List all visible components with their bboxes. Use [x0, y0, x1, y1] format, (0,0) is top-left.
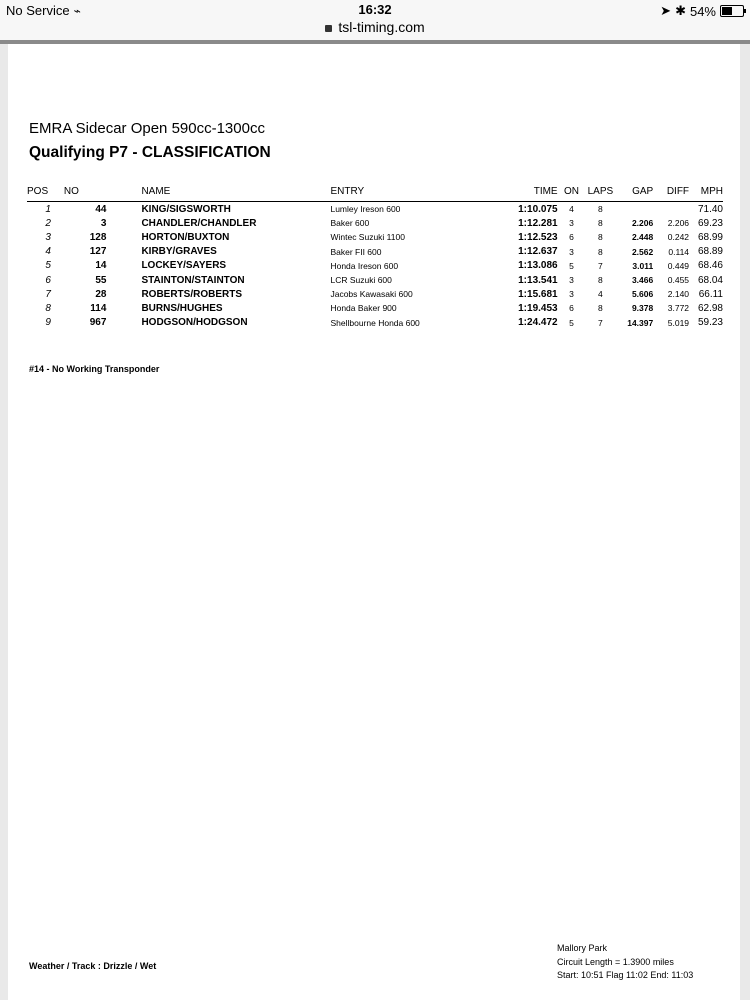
table-row: [27, 230, 723, 244]
cell-on: 5: [569, 317, 574, 328]
cell-on: 3: [569, 275, 574, 286]
cell-on: 3: [569, 218, 574, 229]
cell-mph: 71.40: [697, 203, 723, 215]
circuit-length: Circuit Length = 1.3900 miles: [557, 956, 674, 967]
cell-mph: 68.04: [697, 274, 723, 286]
cell-gap: 9.378: [631, 303, 654, 314]
cell-pos: 4: [45, 246, 51, 258]
cell-name: LOCKEY/SAYERS: [141, 260, 227, 272]
header-diff: DIFF: [653, 184, 689, 202]
cell-gap: [615, 202, 653, 217]
venue-name: Mallory Park: [557, 943, 608, 953]
cell-entry: Shellbourne Honda 600: [330, 317, 420, 328]
cell-gap: 2.206: [631, 218, 654, 229]
cell-mph: 68.46: [697, 260, 723, 272]
cell-entry: Honda Ireson 600: [330, 260, 399, 271]
cell-pos: 7: [45, 288, 51, 300]
cell-mph: 62.98: [697, 302, 723, 314]
cell-entry: Baker FII 600: [330, 246, 382, 257]
weather-info: Weather / Track : Drizzle / Wet: [29, 961, 157, 971]
cell-gap: 3.011: [632, 260, 654, 271]
cell-on: 3: [569, 246, 574, 257]
cell-diff: 0.455: [667, 275, 690, 286]
cell-time: 1:13.541: [518, 274, 558, 286]
table-row: [27, 216, 723, 230]
table-row: [27, 259, 723, 273]
cell-diff: 3.772: [667, 303, 690, 314]
cell-laps: 8: [598, 275, 603, 286]
cell-laps: 8: [598, 232, 603, 243]
cell-on: 6: [569, 303, 574, 314]
results-table: [27, 184, 723, 330]
cell-diff: 2.140: [667, 289, 690, 300]
header-no: NO: [57, 184, 142, 202]
cell-gap: 2.448: [631, 232, 654, 243]
cell-time: 1:15.681: [518, 288, 558, 300]
transponder-note: #14 - No Working Transponder: [29, 364, 160, 374]
cell-no: 14: [95, 260, 107, 272]
cell-gap: 3.466: [631, 275, 654, 286]
cell-mph: 68.99: [697, 231, 723, 243]
header-time: TIME: [502, 184, 558, 202]
cell-gap: 14.397: [627, 317, 654, 328]
battery-icon: [720, 5, 744, 17]
address-bar[interactable]: [0, 19, 750, 35]
cell-time: 1:24.472: [518, 317, 558, 329]
lock-icon: [325, 25, 332, 32]
cell-pos: 1: [45, 203, 51, 215]
cell-time: 1:10.075: [518, 203, 558, 215]
session-timing: Start: 10:51 Flag 11:02 End: 11:03: [557, 970, 694, 980]
circuit-info: [557, 942, 693, 983]
cell-diff: [653, 202, 689, 217]
cell-pos: 3: [45, 231, 51, 243]
session-title: Qualifying P7 - CLASSIFICATION: [29, 144, 271, 161]
link-icon: ⌁: [73, 4, 81, 18]
header-gap: GAP: [615, 184, 653, 202]
cell-pos: 9: [45, 317, 51, 329]
cell-no: 44: [95, 203, 107, 215]
cell-on: 5: [569, 260, 574, 271]
cell-time: 1:13.086: [518, 260, 558, 272]
cell-name: ROBERTS/ROBERTS: [141, 288, 242, 300]
cell-laps: 7: [598, 317, 603, 328]
clock: 16:32: [358, 2, 392, 17]
event-title: EMRA Sidecar Open 590cc-1300cc: [29, 120, 265, 137]
cell-mph: 66.11: [698, 288, 723, 300]
battery-fill: [722, 7, 732, 15]
cell-on: 4: [569, 204, 574, 215]
cell-gap: 5.606: [631, 289, 654, 300]
cell-no: 128: [89, 231, 107, 243]
cell-pos: 8: [45, 302, 51, 314]
cell-entry: Baker 600: [330, 218, 370, 229]
header-on: ON: [558, 184, 586, 202]
cell-time: 1:12.637: [518, 246, 558, 258]
cell-diff: 0.114: [668, 246, 690, 257]
cell-name: KING/SIGSWORTH: [141, 203, 231, 215]
bluetooth-icon: ✱: [675, 3, 686, 18]
cell-diff: 0.449: [667, 260, 690, 271]
cell-name: BURNS/HUGHES: [141, 302, 223, 314]
cell-no: 28: [95, 288, 107, 300]
header-name: NAME: [141, 184, 330, 202]
cell-no: 3: [100, 217, 107, 229]
cell-diff: 0.242: [667, 232, 690, 243]
cell-diff: 5.019: [667, 317, 690, 328]
cell-mph: 59.23: [697, 317, 723, 329]
cell-diff: 2.206: [667, 218, 690, 229]
cell-no: 114: [90, 302, 107, 314]
cell-pos: 5: [45, 260, 51, 272]
cell-no: 55: [95, 274, 107, 286]
table-row: [27, 287, 723, 301]
header-laps: LAPS: [585, 184, 615, 202]
document-page: [8, 44, 740, 1000]
table-header: [27, 184, 723, 202]
cell-entry: Wintec Suzuki 1100: [330, 232, 405, 243]
table-row: [27, 245, 723, 259]
cell-time: 1:12.281: [518, 217, 558, 229]
cell-pos: 6: [45, 274, 51, 286]
cell-name: CHANDLER/CHANDLER: [141, 217, 257, 229]
cell-name: KIRBY/GRAVES: [141, 246, 217, 258]
table-row: [27, 273, 723, 287]
cell-laps: 8: [598, 218, 603, 229]
table-row: [27, 202, 723, 217]
cell-mph: 68.89: [697, 246, 723, 258]
system-indicators: [660, 3, 744, 19]
url-text[interactable]: tsl-timing.com: [338, 19, 425, 35]
cell-entry: Honda Baker 900: [330, 303, 397, 314]
cell-entry: Lumley Ireson 600: [330, 204, 401, 215]
cell-on: 3: [569, 289, 574, 300]
cell-no: 127: [89, 246, 107, 258]
cell-gap: 2.562: [631, 246, 654, 257]
cell-laps: 8: [598, 204, 603, 215]
table-row: [27, 316, 723, 330]
cell-pos: 2: [45, 217, 51, 229]
header-entry: ENTRY: [330, 184, 501, 202]
cell-laps: 4: [598, 289, 603, 300]
cell-on: 6: [569, 232, 574, 243]
header-pos: POS: [27, 184, 57, 202]
cell-time: 1:19.453: [518, 302, 558, 314]
table-row: [27, 301, 723, 315]
cell-time: 1:12.523: [518, 231, 558, 243]
header-mph: MPH: [689, 184, 723, 202]
carrier-label: No Service: [6, 3, 70, 18]
cell-name: HORTON/BUXTON: [141, 231, 230, 243]
cell-mph: 69.23: [697, 217, 723, 229]
cell-no: 967: [89, 317, 107, 329]
status-bar: [0, 0, 750, 40]
cell-entry: LCR Suzuki 600: [330, 275, 392, 286]
cell-laps: 8: [598, 246, 603, 257]
cell-laps: 8: [598, 303, 603, 314]
cell-entry: Jacobs Kawasaki 600: [330, 289, 413, 300]
cell-name: STAINTON/STAINTON: [141, 274, 245, 286]
location-icon: ➤: [660, 3, 672, 18]
battery-percent: 54%: [689, 3, 716, 19]
cell-laps: 7: [598, 260, 603, 271]
cell-name: HODGSON/HODGSON: [141, 317, 248, 329]
